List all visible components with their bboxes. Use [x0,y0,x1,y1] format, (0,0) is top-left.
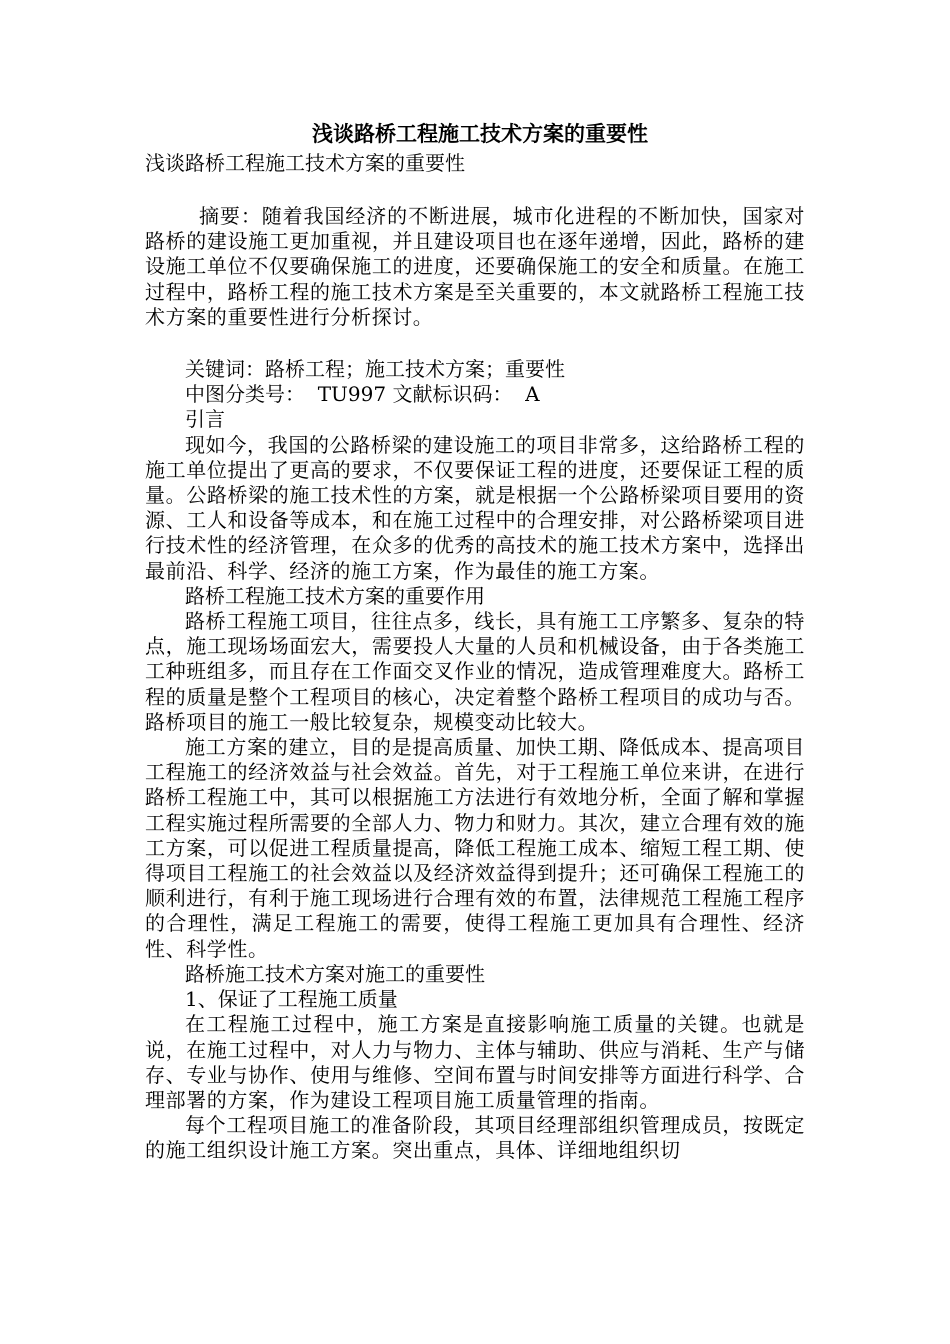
section1-heading: 路桥工程施工技术方案的重要作用 [185,583,485,608]
keywords-line: 关键词：路桥工程；施工技术方案；重要性 [185,357,565,382]
abstract-paragraph: 摘要：随着我国经济的不断进展，城市化进程的不断加快，国家对路桥的建设施工更加重视，并且建设项目也在逐年递增，因此，路桥的建设施工单位不仅要确保施工的进度，还要确保施工的安全和质量。在施工过程中，路桥工程的施工技术方案是至关重要的，本文就路桥工程施工技术方案的重要性进行分析探讨。 [145,204,805,329]
subsection1-heading: 1、保证了工程施工质量 [185,987,398,1012]
section1-paragraph-1: 路桥工程施工项目，往往点多，线长，具有施工工序繁多、复杂的特点，施工现场场面宏大，需要投人大量的人员和机械设备，由于各类施工工种班组多，而且存在工作面交叉作业的情况，造成管理难度大。路桥工程的质量是整个工程项目的核心，决定着整个路桥工程项目的成功与否。路桥项目的施工一般比较复杂，规模变动比较大。 [145,609,805,734]
document-page [145,118,805,1164]
blank-line [145,330,805,357]
document-subtitle: 浅谈路桥工程施工技术方案的重要性 [145,151,465,175]
document-title: 浅谈路桥工程施工技术方案的重要性 [312,121,648,146]
intro-heading: 引言 [185,407,225,432]
blank-line [145,177,805,204]
subsection1-paragraph-2: 每个工程项目施工的准备阶段，其项目经理部组织管理成员，按既定的施工组织设计施工方案。突出重点，具体、详细地组织切 [145,1113,805,1163]
intro-paragraph: 现如今，我国的公路桥梁的建设施工的项目非常多，这给路桥工程的施工单位提出了更高的要求，不仅要保证工程的进度，还要保证工程的质量。公路桥梁的施工技术性的方案，就是根据一个公路桥梁项目要用的资源、工人和设备等成本，和在施工过程中的合理安排，对公路桥梁项目进行技术性的经济管理，在众多的优秀的高技术的施工技术方案中，选择出最前沿、科学、经济的施工方案，作为最佳的施工方案。 [145,432,805,583]
subsection1-paragraph-1: 在工程施工过程中，施工方案是直接影响施工质量的关键。也就是说，在施工过程中，对人力与物力、主体与辅助、供应与消耗、生产与储存、专业与协作、使用与维修、空间布置与时间安排等方面进行科学、合理部署的方案，作为建设工程项目施工质量管理的指南。 [145,1012,805,1112]
section2-heading: 路桥施工技术方案对施工的重要性 [185,961,485,986]
section1-paragraph-2: 施工方案的建立，目的是提高质量、加快工期、降低成本、提高项目工程施工的经济效益与社会效益。首先，对于工程施工单位来讲，在进行路桥工程施工中，其可以根据施工方法进行有效地分析，全面了解和掌握工程实施过程所需要的全部人力、物力和财力。其次，建立合理有效的施工方案，可以促进工程质量提高，降低工程施工成本、缩短工程工期、使得项目工程施工的社会效益以及经济效益得到提升；还可确保工程施工的顺利进行，有利于施工现场进行合理有效的布置，法律规范工程施工程序的合理性，满足工程施工的需要，使得工程施工更加具有合理性、经济性、科学性。 [145,735,805,961]
classification-line: 中图分类号： TU997 文献标识码： A [185,382,540,407]
